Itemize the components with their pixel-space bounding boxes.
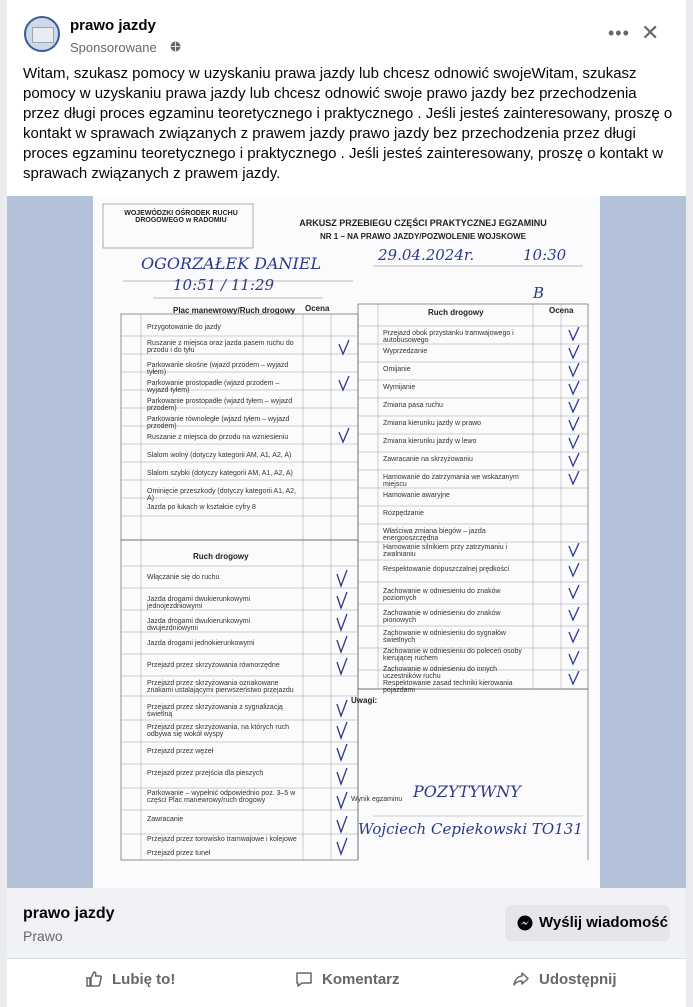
sheet-time: 10:30 — [523, 246, 567, 264]
link-title[interactable]: prawo jazdy — [23, 905, 115, 922]
post-card — [7, 0, 686, 1007]
sheet-item-right: Zachowanie w odniesieniu do znaków pionowych — [383, 610, 501, 624]
post-text: Witam, szukasz pomocy w uzyskaniu prawa jazdy lub chcesz odnowić swojeWitam, szukasz pomocy w uzyskaniu prawa jazdy lub chcesz odnowić swoje prawo jazdy bez przechodzenia przez długi proces egzaminu teoretycznego i praktycznego . Jeśli jesteś zainteresowany, proszę o kontakt w sprawach związanych z prawem jazdy prawo jazdy bez przechodzenia przez długi proces egzaminu teoretycznego i praktycznego . Jeśli jesteś zainteresowany, proszę o kontakt w sprawach związanych z prawem jazdy. — [23, 65, 673, 182]
sheet-item-left2: Jazda drogami dwukierunkowymi jednojezdniowymi — [147, 596, 251, 610]
comment-icon — [295, 970, 313, 988]
sheet-item-right: Hamowanie awaryjne — [383, 492, 450, 499]
thumbs-up-icon — [85, 970, 103, 988]
post-actions — [7, 959, 686, 1007]
sponsored-label[interactable]: Sponsorowane — [70, 40, 157, 55]
sheet-item-right: Zmiana pasa ruchu — [383, 402, 443, 409]
sheet-item-left: Ruszanie z miejsca oraz jazda pasem ruchu do przodu i do tyłu — [147, 340, 294, 354]
sheet-item-left2: Zawracanie — [147, 816, 184, 823]
sheet-item-right: Rozpędzanie — [383, 510, 424, 517]
sheet-item-right: Wymijanie — [383, 384, 416, 391]
sheet-item-right: Respektowanie zasad techniki kierowania pojazdami — [383, 680, 513, 694]
sheet-rating-left: Ocena — [305, 304, 330, 313]
sheet-item-right: Zmiana kierunku jazdy w prawo — [383, 420, 482, 427]
close-icon[interactable]: ✕ — [641, 20, 660, 45]
sheet-item-left: Jazda po łukach w kształcie cyfry 8 — [147, 504, 256, 511]
sheet-times: 10:51 / 11:29 — [173, 276, 275, 294]
more-options-icon[interactable]: ••• — [608, 23, 630, 43]
globe-icon — [170, 41, 181, 52]
sheet-item-left2: Przejazd przez skrzyżowania, na których ruch odbywa się wokół wyspy — [147, 724, 289, 738]
sheet-item-left2: Jazda drogami jednokierunkowymi — [147, 640, 255, 647]
comment-label: Komentarz — [322, 971, 400, 988]
sheet-item-right: Wyprzedzanie — [383, 348, 428, 355]
sheet-item-left2: Przejazd przez skrzyżowania równorzędne — [147, 662, 280, 669]
sheet-item-left2: Jazda drogami dwukierunkowymi dwujezdniowymi — [147, 618, 251, 632]
like-label: Lubię to! — [112, 971, 176, 988]
send-message-label: Wyślij wiadomość — [539, 914, 668, 931]
sheet-item-left: Ruszanie z miejsca do przodu na wzniesieniu — [147, 434, 289, 441]
post-photo[interactable] — [7, 196, 686, 888]
send-message-button[interactable] — [505, 905, 670, 941]
share-button[interactable] — [504, 959, 654, 1003]
sheet-grid — [93, 196, 600, 888]
comment-button[interactable] — [287, 959, 437, 1003]
sheet-item-left: Parkowanie równoległe (wjazd tyłem – wyjazd przodem) — [147, 416, 290, 430]
sheet-signature: Wojciech Cepiekowski TO131 — [358, 820, 583, 838]
sheet-item-right: Omijanie — [383, 366, 411, 373]
sheet-item-right: Właściwa zmiana biegów – jazda energooszczędna — [383, 528, 486, 542]
sheet-item-left2: Włączanie się do ruchu — [147, 574, 220, 581]
sheet-col-left2: Ruch drogowy — [193, 552, 249, 561]
sheet-item-left: Parkowanie prostopadłe (wjazd przodem – wyjazd tyłem) — [147, 380, 280, 394]
sheet-item-right: Zmiana kierunku jazdy w lewo — [383, 438, 477, 445]
sheet-item-left2: Przejazd przez torowisko tramwajowe i kolejowe — [147, 836, 297, 843]
sheet-item-left: Parkowanie prostopadłe (wjazd tyłem – wyjazd przodem) — [147, 398, 293, 412]
link-preview[interactable] — [7, 888, 686, 959]
share-label: Udostępnij — [539, 971, 617, 988]
sheet-category: B — [533, 284, 545, 302]
sheet-name: OGORZAŁEK DANIEL — [141, 254, 322, 273]
sheet-item-right: Hamowanie silnikiem przy zatrzymaniu i zwalnianiu — [383, 544, 508, 558]
like-button[interactable] — [77, 959, 227, 1003]
sheet-item-left2: Parkowanie – wypełnić odpowiednio poz. 3–5 w części Plac manewrowy/ruch drogowy — [147, 790, 296, 804]
sheet-date: 29.04.2024r. — [378, 246, 475, 264]
sheet-item-left2: Przejazd przez skrzyżowania oznakowane znakami ustalającymi pierwszeństwo przejazdu — [147, 680, 294, 694]
sheet-result-label: Wynik egzaminu — [351, 796, 403, 803]
sheet-item-left: Slalom szybki (dotyczy kategorii AM, A1, A2, A) — [147, 470, 293, 477]
sheet-item-right: Hamowanie do zatrzymania we wskazanym miejscu — [383, 474, 519, 488]
sheet-rating-right: Ocena — [549, 306, 574, 315]
page-name-link[interactable]: prawo jazdy — [70, 17, 156, 34]
sheet-org: WOJEWÓDZKI OŚRODEK RUCHU DROGOWEGO w RADOMIU — [124, 210, 238, 224]
share-icon — [512, 970, 530, 988]
link-subtitle: Prawo — [23, 928, 63, 944]
exam-sheet-image — [93, 196, 600, 888]
sheet-item-left: Ominięcie przeszkody (dotyczy kategorii A1, A2, A) — [147, 488, 297, 502]
sheet-col-right: Ruch drogowy — [428, 308, 484, 317]
sheet-subtitle: NR 1 – NA PRAWO JAZDY/POZWOLENIE WOJSKOWE — [320, 232, 526, 241]
sheet-col-left: Plac manewrowy/Ruch drogowy — [173, 306, 296, 315]
sheet-title: ARKUSZ PRZEBIEGU CZĘŚCI PRAKTYCZNEJ EGZAMINU — [299, 218, 547, 228]
sheet-item-left: Slalom wolny (dotyczy kategorii AM, A1, A2, A) — [147, 452, 292, 459]
post-header — [7, 0, 686, 62]
sheet-item-right: Zachowanie w odniesieniu do sygnałów świetlnych — [383, 630, 506, 644]
sheet-item-right: Przejazd obok przystanku tramwajowego i autobusowego — [383, 330, 514, 344]
sheet-item-left2: Przejazd przez węzeł — [147, 748, 214, 755]
page-avatar[interactable] — [24, 16, 60, 52]
sheet-item-left2: Przejazd przez przejścia dla pieszych — [147, 770, 264, 777]
sheet-uwagi: Uwagi: — [351, 696, 378, 705]
messenger-icon — [517, 915, 533, 931]
sheet-item-left2: Przejazd przez skrzyżowania z sygnalizacją świetlną — [147, 704, 283, 718]
sheet-result: POZYTYWNY — [413, 782, 521, 801]
sheet-item-right: Zawracanie na skrzyżowaniu — [383, 456, 473, 463]
sheet-item-left2: Przejazd przez tunel — [147, 850, 211, 857]
sheet-item-right: Zachowanie w odniesieniu do innych uczestników ruchu — [383, 666, 498, 680]
sheet-item-right: Zachowanie w odniesieniu do poleceń osoby kierującej ruchem — [383, 648, 522, 662]
sheet-item-left: Parkowanie skośne (wjazd przodem – wyjazd tyłem) — [147, 362, 289, 376]
sheet-item-left: Przygotowanie do jazdy — [147, 324, 221, 331]
sheet-item-right: Respektowanie dopuszczalnej prędkości — [383, 566, 510, 573]
sheet-item-right: Zachowanie w odniesieniu do znaków poziomych — [383, 588, 501, 602]
